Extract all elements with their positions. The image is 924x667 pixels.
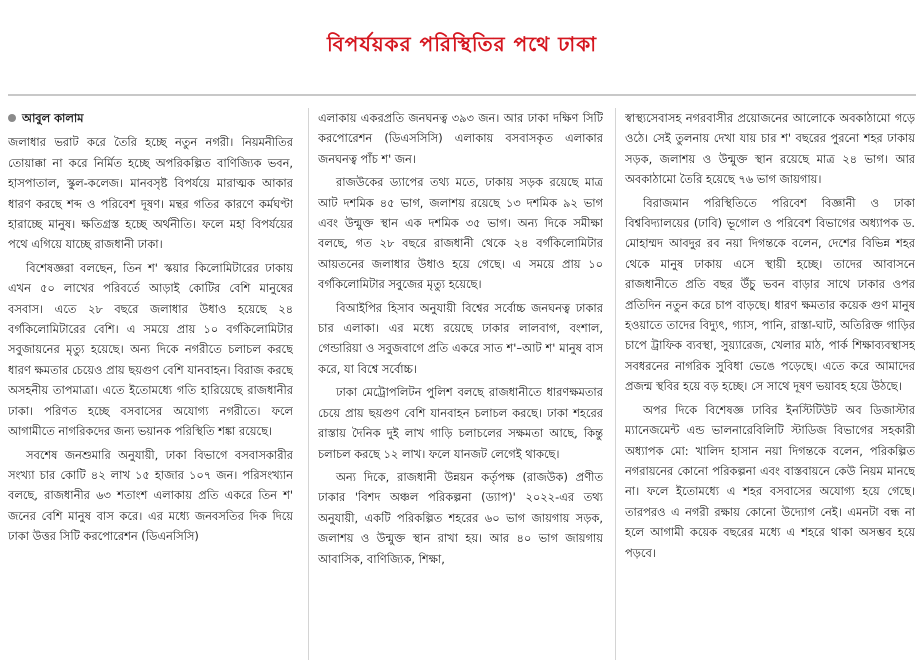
article-column-2	[318, 108, 603, 660]
article-column-3	[625, 108, 915, 660]
headline-rule	[8, 94, 916, 96]
bullet-icon	[8, 114, 16, 122]
paragraph: রাজউকের ড্যাপের তথ্য মতে, ঢাকায় সড়ক রয়েছে মাত্র আট দশমিক ৪৫ ভাগ, জলাশয় রয়েছে ১৩ দশমিক ৯২ ভাগ এবং উন্মুক্ত স্থান এক দশমিক ৩৫ ভাগ। অন্য দিকে সমীক্ষা বলছে, গত ২৮ বছরে রাজধানী থেকে ২৪ বর্গকিলোমিটার আয়তনের জলাধার উধাও হয়ে গেছে। এ সময়ে প্রায় ১০ বর্গকিলোমিটার সবুজের মৃত্যু হয়েছে।	[318, 175, 603, 292]
paragraph: এলাকায় একরপ্রতি জনঘনত্ব ৩৯৩ জন। আর ঢাকা দক্ষিণ সিটি করপোরেশন (ডিএসসিসি) এলাকায় বসবাসকৃত এলাকার জনঘনত্ব পাঁচ শ' জন।	[318, 111, 603, 166]
byline-author: আবুল কালাম	[22, 111, 84, 125]
paragraph: সবশেষ জনশুমারি অনুযায়ী, ঢাকা বিভাগে বসবাসকারীর সংখ্যা চার কোটি ৪২ লাখ ১৫ হাজার ১০৭ জন। পরিসংখ্যান বলছে, রাজধানীর ৬৩ শতাংশ এলাকায় প্রতি একরে তিন শ' জনের বেশি মানুষ বাস করে। এর মধ্যে জনবসতির দিক দিয়ে ঢাকা উত্তর সিটি করপোরেশন (ডিএনসিসি)	[8, 447, 293, 544]
paragraph: স্বাস্থ্যসেবাসহ নগরবাসীর প্রয়োজনের আলোকে অবকাঠামো গড়ে ওঠে। সেই তুলনায় দেখা যায় চার শ' বছরের পুরনো শহর ঢাকায় সড়ক, জলাশয় ও উন্মুক্ত স্থান রয়েছে মাত্র ২৪ ভাগ। আর অবকাঠামো তৈরি হয়েছে ৭৬ ভাগ জায়গায়।	[625, 111, 915, 187]
paragraph: বিরাজমান পরিস্থিতিতে পরিবেশ বিজ্ঞানী ও ঢাকা বিশ্ববিদ্যালয়ের (ঢাবি) ভূগোল ও পরিবেশ বিভাগের অধ্যাপক ড. মোহাম্মদ আবদুর রব নয়া দিগন্তকে বলেন, দেশের বিভিন্ন শহর থেকে মানুষ ঢাকায় এসে স্থায়ী হচ্ছে। তাদের আবাসনে রাজধানীতে প্রতি বছর উঁচু ভবন বাড়ার সাথে ঢাকার ওপর প্রতিদিন নতুন করে চাপ বাড়ছে। ধারণ ক্ষমতার কয়েক গুণ মানুষ হওয়াতে তাদের বিদ্যুৎ, গ্যাস, পানি, রাস্তা-ঘাট, অতিরিক্ত গাড়ির চাপে ট্রাফিক ব্যবস্থা, সুয়্যারেজ, খেলার মাঠ, পার্ক শিক্ষাব্যবস্থাসহ সবধরনের নাগরিক সুবিধা ভেঙে পড়েছে। এতে করে আমাদের প্রজন্ম স্থবির হয়ে বড় হচ্ছে। সে সাথে দূষণ ভয়াবহ হয়ে উঠছে।	[625, 195, 915, 394]
paragraph: বিশেষজ্ঞরা বলছেন, তিন শ' স্কয়ার কিলোমিটারের ঢাকায় এখন ৫০ লাখের পরিবর্তে আড়াই কোটির বেশি মানুষের বসবাস। এতে ২৮ বছরে জলাধার উধাও হয়েছে ২৪ বর্গকিলোমিটারের বেশি। এ সময়ে প্রায় ১০ বর্গকিলোমিটার সবুজায়নের মৃত্যু হয়েছে। অন্য দিকে নগরীতে চলাচল করছে ধারণ ক্ষমতার চেয়েও প্রায় ছয়গুণ বেশি যানবাহন। বিরাজ করছে অসহনীয় তাপমাত্রা। এতে ইতোমধ্যে গতি হারিয়েছে রাজধানীর ঢাকা। পরিণত হচ্ছে বসবাসের অযোগ্য নগরীতে। ফলে আগামীতে নাগরিকদের জন্য ভয়ানক পরিস্থিতি শঙ্কা রয়েছে।	[8, 260, 293, 439]
byline	[8, 108, 293, 128]
article-column-1	[8, 108, 293, 660]
column-divider	[308, 108, 309, 660]
headline: বিপর্যয়কর পরিস্থিতির পথে ঢাকা	[326, 31, 598, 56]
paragraph: বিআইপির হিসাব অনুযায়ী বিশ্বের সর্বোচ্চ জনঘনত্ব ঢাকার চার এলাকা। এর মধ্যে রয়েছে ঢাকার লালবাগ, বংশাল, গেন্ডারিয়া ও সবুজবাগে প্রতি একরে সাত শ'–আট শ' মানুষ বাস করে, যা বিশ্বে সর্বোচ্চ।	[318, 300, 603, 376]
paragraph: জলাধার ভরাট করে তৈরি হচ্ছে নতুন নগরী। নিয়মনীতির তোয়াক্কা না করে নির্মিত হচ্ছে অপরিকল্পিত বাণিজ্যিক ভবন, হাসপাতাল, স্কুল-কলেজ। মানবসৃষ্ট বিপর্যয়ে মারাত্মক আকার ধারণ করছে শব্দ ও পরিবেশ দূষণ। মন্থর গতির কারণে কর্মঘণ্টা হারাচ্ছে মানুষ। ক্ষতিগ্রস্ত হচ্ছে অর্থনীতি। ফলে মহা বিপর্যয়ের পথে এগিয়ে যাচ্ছে রাজধানী ঢাকা।	[8, 135, 293, 252]
paragraph: ঢাকা মেট্রোপলিটন পুলিশ বলছে রাজধানীতে ধারণক্ষমতার চেয়ে প্রায় ছয়গুণ বেশি যানবাহন চলাচল করছে। ঢাকা শহরের রাস্তায় দৈনিক দুই লাখ গাড়ি চলাচলের সক্ষমতা আছে, কিন্তু চলাচল করছে ১২ লাখ। ফলে যানজট লেগেই থাকছে।	[318, 385, 603, 461]
column-divider	[615, 108, 616, 660]
paragraph: অপর দিকে বিশেষজ্ঞ ঢাবির ইনস্টিটিউট অব ডিজাস্টার ম্যানেজমেন্ট এন্ড ভালনারেবিলিটি স্টাডিজ বিভাগের সহকারী অধ্যাপক মো: খালিদ হাসান নয়া দিগন্তকে বলেন, পরিকল্পিত নগরায়নের কোনো পরিকল্পনা এবং বাস্তবায়নে কেউ নিয়ম মানছে না। ফলে ইতোমধ্যে এ শহর বসবাসের অযোগ্য হয়ে গেছে। তারপরও এ নগরী রক্ষায় কোনো উদ্যোগ নেই। এমনটা বন্ধ না হলে আগামী কয়েক বছরের মধ্যে এ শহরে থাকা অসম্ভব হয়ে পড়বে।	[625, 402, 915, 560]
paragraph: অন্য দিকে, রাজধানী উন্নয়ন কর্তৃপক্ষ (রাজউক) প্রণীত ঢাকার 'বিশদ অঞ্চল পরিকল্পনা (ড্যাপ)' ২০২২-এর তথ্য অনুযায়ী, একটি পরিকল্পিত শহরের ৬০ ভাগ জায়গায় সড়ক, জলাশয় ও উন্মুক্ত স্থান রাখা হয়। আর ৪০ ভাগ জায়গায় আবাসিক, বাণিজ্যিক, শিক্ষা,	[318, 469, 603, 566]
